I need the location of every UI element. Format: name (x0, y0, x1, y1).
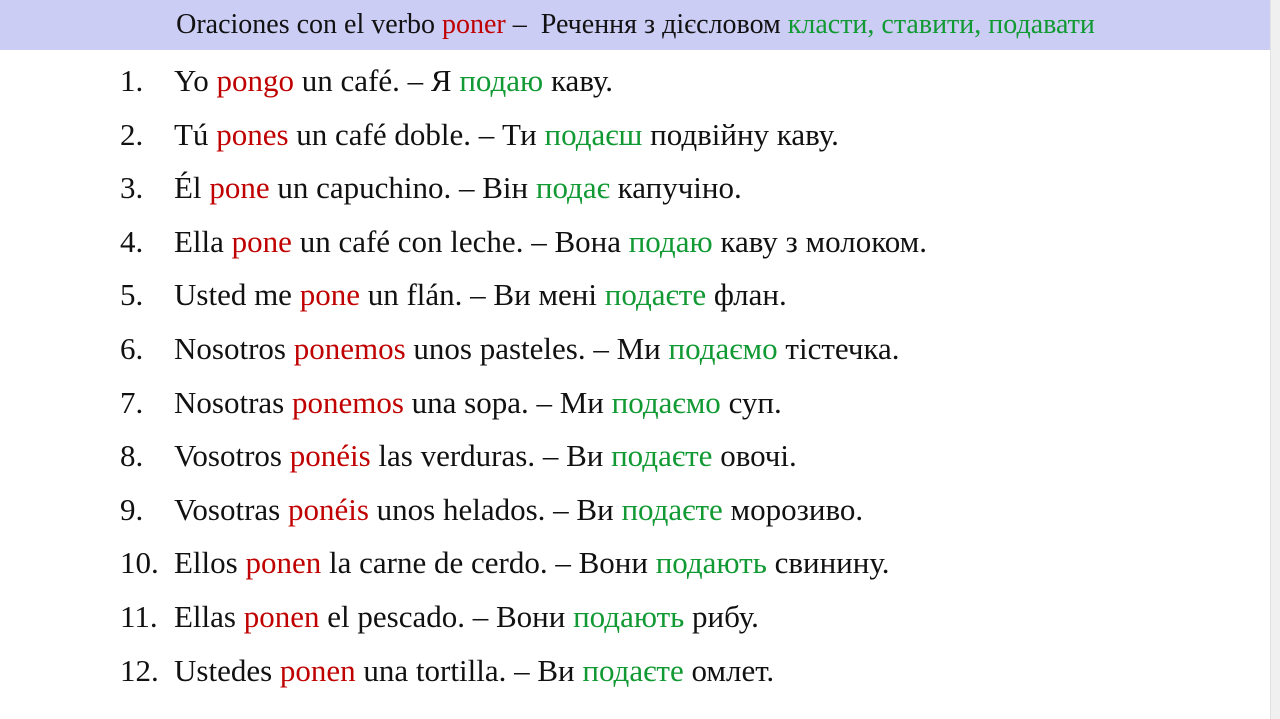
list-item (120, 322, 927, 376)
sentence-es-verb: pone (209, 170, 270, 206)
sentence-rest: un café doble. – Ти (296, 116, 537, 152)
sentence-uk-verb: подає (535, 170, 610, 206)
sentence-uk-rest: тістечка. (785, 330, 900, 366)
sentence-uk-rest: омлет. (691, 652, 775, 688)
title-dash: – (512, 9, 527, 40)
list-item (120, 54, 927, 108)
sentence-es-verb: pone (299, 277, 360, 313)
sentence-uk-verb: подаємо (611, 384, 721, 420)
sentence-subject: Ellas (174, 598, 236, 634)
sentence-number: 2. (120, 116, 144, 152)
sentence-es-verb: pongo (216, 63, 295, 98)
sentence-text (174, 644, 774, 698)
sentence-uk-rest: каву з молоком. (720, 223, 927, 259)
sentence-es-verb: ponéis (289, 438, 371, 474)
sentence-text (174, 215, 927, 269)
sentence-es-verb: ponemos (291, 384, 404, 420)
title-bar (0, 0, 1271, 50)
sentence-uk-verb: подаєш (544, 116, 643, 152)
sentence-uk-rest: суп. (728, 384, 782, 420)
sentence-es-verb: ponen (243, 598, 320, 634)
sentence-rest: un capuchino. – Він (277, 170, 529, 206)
sentence-es-verb: ponen (245, 545, 322, 581)
sentence-number: 10. (120, 545, 159, 581)
sentence-text (174, 536, 890, 590)
sentence-rest: un café con leche. – Вона (299, 223, 621, 259)
title-uk-verbs: класти, ставити, подавати (787, 9, 1095, 40)
list-item (120, 483, 927, 537)
sentence-number: 9. (120, 491, 144, 527)
sentence-number: 12. (120, 652, 159, 688)
sentence-uk-rest: рибу. (692, 598, 759, 634)
sentence-uk-verb: подаєте (582, 652, 684, 688)
sentence-rest: el pescado. – Вони (327, 598, 566, 634)
sentence-uk-rest: флан. (713, 277, 787, 313)
sentence-rest: un flán. – Ви мені (367, 277, 598, 313)
sentence-subject: Ustedes (174, 652, 273, 688)
sentence-text (174, 590, 759, 644)
sentence-number: 1. (120, 63, 144, 98)
sentence-text (174, 483, 863, 537)
list-item (120, 268, 927, 322)
sentence-uk-rest: свинину. (774, 545, 890, 581)
scrollbar[interactable] (1270, 0, 1280, 719)
sentence-uk-rest: морозиво. (730, 491, 864, 527)
sentence-subject: Nosotros (174, 330, 286, 366)
sentence-rest: un café. – Я (301, 63, 452, 98)
sentence-number: 5. (120, 277, 144, 313)
sentence-number: 3. (120, 170, 144, 206)
list-item (120, 644, 927, 698)
list-item (120, 376, 927, 430)
sentence-text (174, 429, 797, 483)
sentence-number: 11. (120, 598, 158, 634)
sentence-subject: Tú (174, 116, 209, 152)
sentence-uk-rest: каву. (550, 63, 614, 98)
sentence-uk-verb: подаю (459, 63, 544, 98)
sentence-text (174, 108, 839, 162)
list-item (120, 161, 927, 215)
sentence-number: 4. (120, 223, 144, 259)
sentence-text (174, 161, 742, 215)
sentence-list (120, 54, 927, 697)
sentence-number: 8. (120, 438, 144, 474)
sentence-rest: una sopa. – Ми (411, 384, 604, 420)
title-es-prefix: Oraciones con el verbo (176, 9, 435, 40)
sentence-text (174, 322, 900, 376)
sentence-text (174, 268, 787, 322)
sentence-rest: las verduras. – Ви (378, 438, 604, 474)
sentence-es-verb: ponemos (293, 330, 406, 366)
sentence-rest: unos pasteles. – Ми (413, 330, 661, 366)
sentence-text (174, 54, 613, 108)
sentence-subject: Usted me (174, 277, 292, 313)
sentence-uk-rest: капучіно. (617, 170, 742, 206)
sentence-es-verb: pone (231, 223, 292, 259)
list-item (120, 108, 927, 162)
sentence-es-verb: ponéis (287, 491, 369, 527)
sentence-es-verb: pones (216, 116, 289, 152)
sentence-uk-verb: подаєте (604, 277, 707, 313)
list-item (120, 215, 927, 269)
list-item (120, 590, 927, 644)
sentence-subject: Vosotras (174, 491, 281, 527)
sentence-uk-verb: подаєте (611, 438, 713, 474)
sentence-subject: Vosotros (174, 438, 282, 474)
sentence-uk-verb: подаєте (621, 491, 723, 527)
sentence-subject: Ella (174, 223, 224, 259)
title-es-verb: poner (441, 9, 506, 40)
sentence-subject: Yo (174, 63, 209, 98)
sentence-subject: Él (174, 170, 202, 206)
list-item (120, 536, 927, 590)
sentence-uk-verb: подають (655, 545, 767, 581)
sentence-text (174, 376, 782, 430)
sentence-number: 6. (120, 330, 144, 366)
sentence-uk-verb: подаємо (668, 330, 778, 366)
list-item (120, 429, 927, 483)
title-uk-prefix: Речення з дієсловом (540, 9, 781, 40)
sentence-rest: la carne de cerdo. – Вони (329, 545, 648, 581)
sentence-uk-rest: подвійну каву. (650, 116, 839, 152)
sentence-rest: una tortilla. – Ви (363, 652, 575, 688)
sentence-number: 7. (120, 384, 144, 420)
sentence-subject: Nosotras (174, 384, 285, 420)
sentence-subject: Ellos (174, 545, 238, 581)
sentence-uk-verb: подаю (628, 223, 713, 259)
sentence-rest: unos helados. – Ви (376, 491, 614, 527)
sentence-es-verb: ponen (279, 652, 356, 688)
sentence-uk-rest: овочі. (720, 438, 797, 474)
sentence-uk-verb: подають (573, 598, 685, 634)
